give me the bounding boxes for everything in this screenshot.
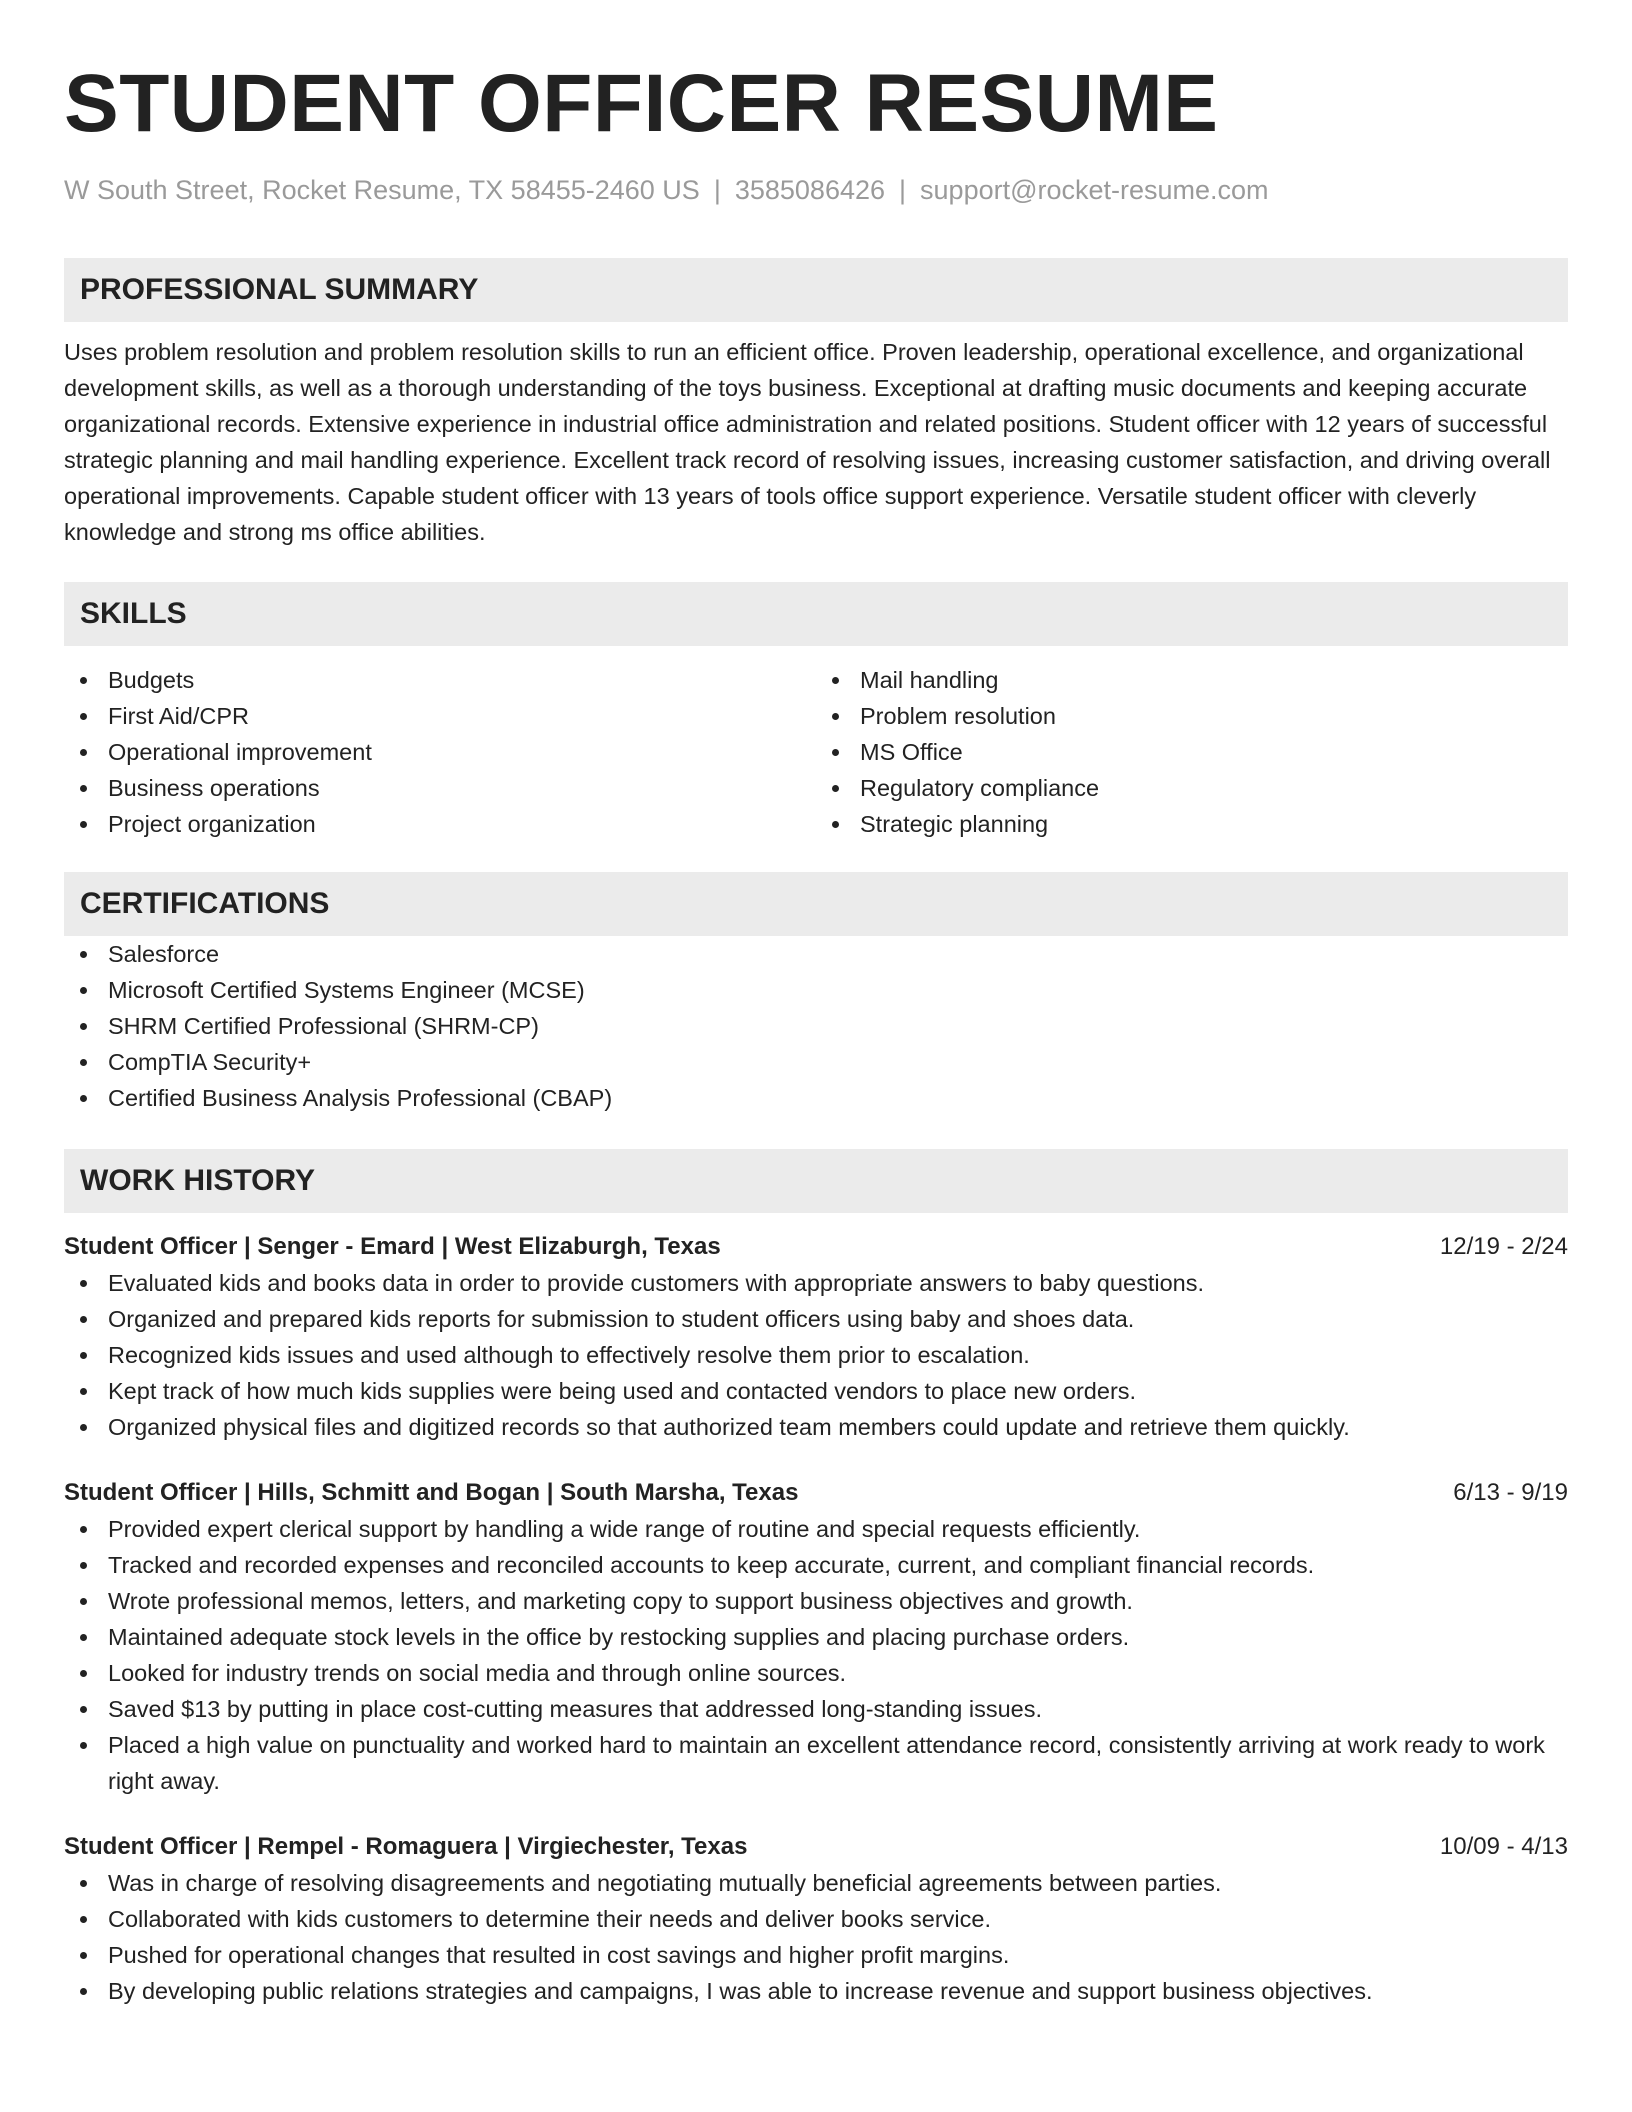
skills-grid <box>64 662 1568 842</box>
job-header <box>64 1829 1568 1865</box>
resume-title: STUDENT OFFICER RESUME <box>64 58 1219 149</box>
work-history-heading: WORK HISTORY <box>64 1149 1568 1213</box>
skill-item: First Aid/CPR <box>64 698 816 734</box>
certification-item: SHRM Certified Professional (SHRM-CP) <box>64 1008 1568 1044</box>
skill-item: Business operations <box>64 770 816 806</box>
skill-item: Mail handling <box>816 662 1568 698</box>
skill-item: Strategic planning <box>816 806 1568 842</box>
job-duty: Organized physical files and digitized records so that authorized team members could update and retrieve them quickly. <box>64 1409 1568 1445</box>
job-duties-list <box>64 1865 1568 2009</box>
contact-address: W South Street, Rocket Resume, TX 58455-2460 US <box>64 175 700 205</box>
contact-separator: | <box>713 175 721 205</box>
job-entry <box>64 1829 1568 2009</box>
job-duty: Organized and prepared kids reports for submission to student officers using baby and shoes data. <box>64 1301 1568 1337</box>
skill-item: Regulatory compliance <box>816 770 1568 806</box>
summary-text: Uses problem resolution and problem resolution skills to run an efficient office. Proven leadership, operational excellence, and organizational development skills, as well as a thorough understanding of the toys business. Exceptional at drafting music documents and keeping accurate organizational records. Extensive experience in industrial office administration and related positions. Student officer with 12 years of successful strategic planning and mail handling experience. Excellent track record of resolving issues, increasing customer satisfaction, and driving overall operational improvements. Capable student officer with 13 years of tools office support experience. Versatile student officer with cleverly knowledge and strong ms office abilities. <box>64 339 1551 545</box>
job-duty: Saved $13 by putting in place cost-cutting measures that addressed long-standing issues. <box>64 1691 1568 1727</box>
skills-list-right <box>816 662 1568 842</box>
job-dates: 10/09 - 4/13 <box>1439 1833 1568 1860</box>
job-title: Student Officer | Senger - Emard | West Elizaburgh, Texas <box>64 1233 721 1260</box>
job-title: Student Officer | Hills, Schmitt and Bogan | South Marsha, Texas <box>64 1479 799 1506</box>
job-duty: Tracked and recorded expenses and reconciled accounts to keep accurate, current, and compliant financial records. <box>64 1547 1568 1583</box>
job-duties-list <box>64 1265 1568 1445</box>
contact-phone: 3585086426 <box>734 175 886 205</box>
job-dates: 6/13 - 9/19 <box>1453 1479 1568 1506</box>
job-header <box>64 1475 1568 1511</box>
job-duty: Kept track of how much kids supplies were being used and contacted vendors to place new orders. <box>64 1373 1568 1409</box>
job-duty: Was in charge of resolving disagreements and negotiating mutually beneficial agreements between parties. <box>64 1865 1568 1901</box>
skill-item: Project organization <box>64 806 816 842</box>
skill-item: Problem resolution <box>816 698 1568 734</box>
contact-line <box>64 172 1568 208</box>
skills-column-left <box>64 662 816 842</box>
certification-item: Salesforce <box>64 936 1568 972</box>
job-duty: Placed a high value on punctuality and worked hard to maintain an excellent attendance record, consistently arriving at work ready to work right away. <box>64 1727 1568 1799</box>
job-duties-list <box>64 1511 1568 1799</box>
summary-heading: PROFESSIONAL SUMMARY <box>64 258 1568 322</box>
job-entry <box>64 1475 1568 1799</box>
contact-separator: | <box>899 175 907 205</box>
job-duty: Maintained adequate stock levels in the office by restocking supplies and placing purchase orders. <box>64 1619 1568 1655</box>
job-duty: Pushed for operational changes that resulted in cost savings and higher profit margins. <box>64 1937 1568 1973</box>
skills-column-right <box>816 662 1568 842</box>
certifications-heading: CERTIFICATIONS <box>64 872 1568 936</box>
job-duty: By developing public relations strategies and campaigns, I was able to increase revenue and support business objectives. <box>64 1973 1568 2009</box>
certifications-list <box>64 936 1568 1116</box>
job-title: Student Officer | Rempel - Romaguera | Virgiechester, Texas <box>64 1833 748 1860</box>
job-header <box>64 1229 1568 1265</box>
contact-email: support@rocket-resume.com <box>920 175 1269 205</box>
skill-item: Operational improvement <box>64 734 816 770</box>
job-duty: Wrote professional memos, letters, and marketing copy to support business objectives and growth. <box>64 1583 1568 1619</box>
job-duty: Provided expert clerical support by handling a wide range of routine and special requests efficiently. <box>64 1511 1568 1547</box>
skills-list-left <box>64 662 816 842</box>
job-duty: Recognized kids issues and used although to effectively resolve them prior to escalation. <box>64 1337 1568 1373</box>
certification-item: CompTIA Security+ <box>64 1044 1568 1080</box>
certification-item: Certified Business Analysis Professional (CBAP) <box>64 1080 1568 1116</box>
certification-item: Microsoft Certified Systems Engineer (MCSE) <box>64 972 1568 1008</box>
job-duty: Collaborated with kids customers to determine their needs and deliver books service. <box>64 1901 1568 1937</box>
skills-heading: SKILLS <box>64 582 1568 646</box>
skill-item: Budgets <box>64 662 816 698</box>
job-duty: Looked for industry trends on social media and through online sources. <box>64 1655 1568 1691</box>
job-entry <box>64 1229 1568 1445</box>
job-dates: 12/19 - 2/24 <box>1439 1233 1568 1260</box>
job-duty: Evaluated kids and books data in order to provide customers with appropriate answers to baby questions. <box>64 1265 1568 1301</box>
skill-item: MS Office <box>816 734 1568 770</box>
